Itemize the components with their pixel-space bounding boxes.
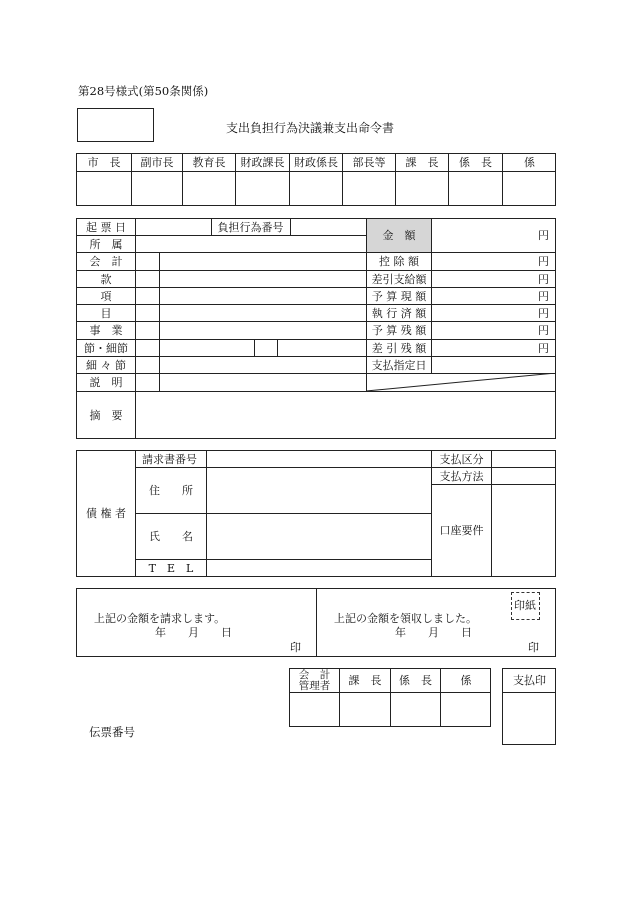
label-futan-bango: 負担行為番号 [217, 221, 284, 234]
label-kaikei: 会 計 [89, 255, 123, 268]
label-kaikei-line2: 管理者 [298, 680, 331, 692]
label-kan: 款 [100, 273, 112, 286]
label-setsu: 節・細節 [84, 342, 128, 355]
receipt-seal: 印 [528, 641, 539, 654]
label-shimei: 氏 名 [149, 530, 193, 543]
label-shiharai-kubun: 支払区分 [439, 453, 484, 466]
approval-header: 部長等 [352, 156, 386, 169]
approval-header: 副市長 [140, 156, 174, 169]
label-shikkou-zumi: 執 行 済 額 [371, 307, 427, 320]
label-kingaku: 金 額 [382, 229, 416, 242]
label-yosan-zan: 予 算 残 額 [371, 324, 427, 337]
approval-header: 財政課長 [240, 156, 285, 169]
approval-header: 課 長 [405, 156, 439, 169]
voucher-number-label: 伝票番号 [89, 725, 135, 739]
yen-unit: 円 [538, 255, 549, 268]
label-kakaricho: 係 長 [399, 674, 432, 687]
diagonal-line [366, 373, 556, 391]
stamp-box[interactable] [77, 108, 154, 142]
label-shiharai-in: 支払印 [513, 674, 546, 687]
yen-unit: 円 [538, 290, 549, 303]
label-shiharai-shitei: 支払指定日 [371, 359, 427, 372]
yen-unit: 円 [538, 342, 549, 355]
approval-header: 教育長 [192, 156, 226, 169]
yen-unit: 円 [538, 324, 549, 337]
label-tel: T E L [148, 562, 194, 575]
approval-header: 係 [524, 156, 535, 169]
label-sashihiki-shikyu: 差引支給額 [371, 273, 427, 286]
label-tekiyo: 摘 要 [89, 409, 123, 422]
request-seal: 印 [290, 641, 301, 654]
label-seikyusho: 請求書番号 [142, 453, 197, 466]
label-kihyo-bi: 起 票 日 [86, 221, 126, 234]
label-yosan-gen: 予 算 現 額 [371, 290, 427, 303]
label-creditor: 債 権 者 [86, 507, 126, 520]
approval-header: 係 長 [459, 156, 492, 169]
label-kacho: 課 長 [348, 674, 382, 687]
label-koza: 口座要件 [439, 524, 484, 537]
receipt-date: 年 月 日 [395, 626, 472, 639]
form-number: 第28号様式(第50条関係) [78, 84, 209, 98]
yen-unit: 円 [538, 229, 549, 242]
label-saisai: 細 々 節 [86, 359, 126, 372]
label-moku: 目 [100, 307, 112, 320]
approval-header: 市 長 [87, 156, 121, 169]
document-title: 支出負担行為決議兼支出命令書 [226, 121, 395, 135]
receipt-text: 上記の金額を領収しました。 [334, 612, 477, 625]
label-jusho: 住 所 [149, 484, 193, 497]
label-kaikei-line1: 会 計 [298, 669, 331, 681]
yen-unit: 円 [538, 273, 549, 286]
request-date: 年 月 日 [155, 626, 232, 639]
label-jigyo: 事 業 [89, 324, 123, 337]
yen-unit: 円 [538, 307, 549, 320]
approval-header: 財政係長 [294, 156, 338, 169]
label-kakari: 係 [460, 674, 472, 687]
request-text: 上記の金額を請求します。 [94, 612, 226, 625]
revenue-stamp-label: 印紙 [514, 599, 536, 612]
label-sashihiki-zan: 差 引 残 額 [371, 342, 427, 355]
label-shozoku: 所 属 [89, 238, 123, 251]
label-setsumei: 説 明 [89, 376, 123, 389]
label-kou: 項 [100, 290, 112, 303]
label-koujo: 控 除 額 [379, 255, 419, 268]
label-shiharai-houhou: 支払方法 [439, 470, 484, 483]
